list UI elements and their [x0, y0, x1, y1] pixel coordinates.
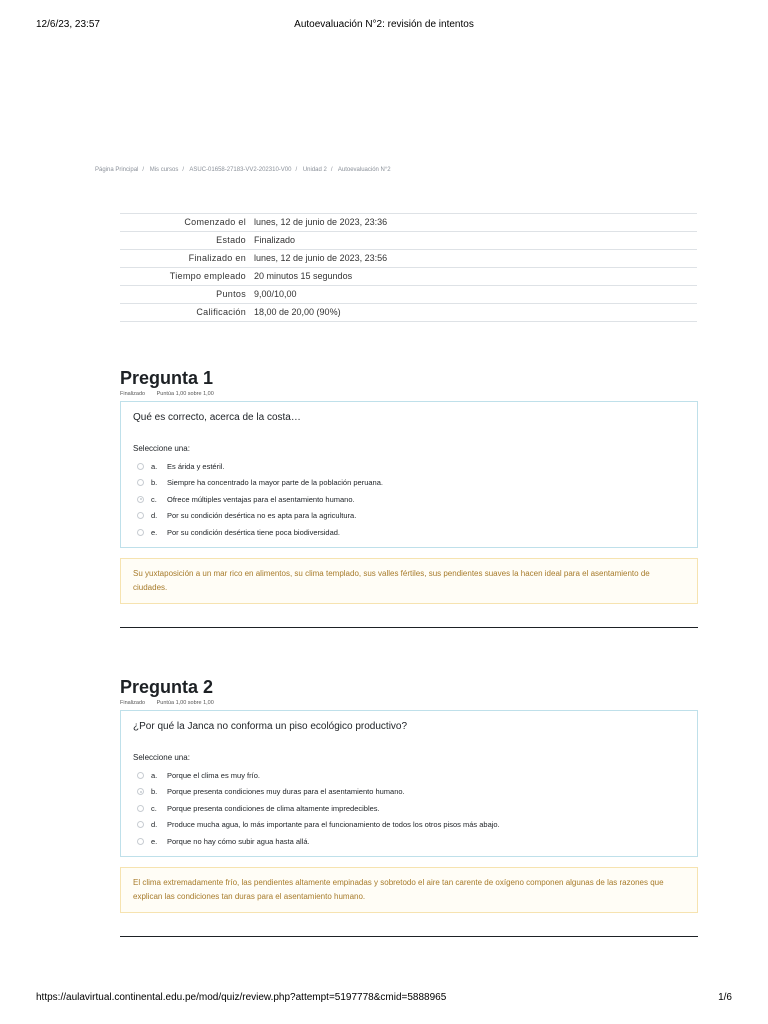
summary-value: 20 minutos 15 segundos	[250, 268, 697, 286]
breadcrumb-separator: /	[330, 167, 333, 173]
option-text: Porque presenta condiciones muy duras para el asentamiento humano.	[167, 787, 405, 797]
option-text: Porque no hay cómo subir agua hasta allá.	[167, 836, 310, 846]
summary-row	[120, 232, 697, 250]
option-letter: b.	[151, 478, 158, 488]
breadcrumb-separator: /	[142, 167, 145, 173]
option-text: Por su condición desértica tiene poca biodiversidad.	[167, 527, 341, 537]
radio-button[interactable]	[137, 772, 144, 779]
question-divider	[120, 627, 698, 628]
print-footer	[36, 992, 732, 1006]
radio-button[interactable]	[137, 529, 144, 536]
option-text: Por su condición desértica no es apta para la agricultura.	[167, 511, 357, 521]
answer-prompt: Seleccione una:	[133, 753, 190, 762]
summary-value: 18,00 de 20,00 (90%)	[250, 304, 697, 322]
breadcrumb	[95, 167, 391, 173]
answer-option-selected[interactable]	[133, 784, 685, 801]
question-1	[120, 367, 698, 628]
answer-option[interactable]	[133, 767, 685, 784]
print-title: Autoevaluación N°2: revisión de intentos	[294, 19, 474, 30]
answer-option[interactable]	[133, 524, 685, 541]
option-letter: c.	[151, 494, 157, 504]
question-divider	[120, 936, 698, 937]
answer-option[interactable]	[133, 833, 685, 850]
general-feedback: El clima extremadamente frío, las pendientes altamente empinadas y sobretodo el aire tan carente de oxígeno componen algunas de las razones que explican las condiciones tan duras para el asentamiento humano.	[120, 867, 698, 913]
breadcrumb-my-courses[interactable]: Mis cursos	[149, 167, 179, 173]
question-status: Finalizado	[120, 700, 146, 706]
answer-option[interactable]	[133, 817, 685, 834]
breadcrumb-course[interactable]: ASUC-01658-27183-VV2-202310-V00	[189, 167, 292, 173]
question-grade: Puntúa 1,00 sobre 1,00	[156, 700, 214, 706]
summary-row	[120, 250, 697, 268]
breadcrumb-quiz[interactable]: Autoevaluación N°2	[337, 167, 391, 173]
summary-key: Calificación	[120, 304, 250, 322]
question-meta	[120, 700, 698, 708]
print-date: 12/6/23, 23:57	[36, 19, 100, 30]
attempt-summary-table	[120, 213, 697, 322]
breadcrumb-separator: /	[182, 167, 185, 173]
general-feedback: Su yuxtaposición a un mar rico en alimentos, su clima templado, sus valles fértiles, sus pendientes suaves la hacen ideal para el asentamiento de ciudades.	[120, 558, 698, 604]
option-text: Ofrece múltiples ventajas para el asentamiento humano.	[167, 494, 355, 504]
summary-row	[120, 268, 697, 286]
summary-row	[120, 286, 697, 304]
question-status: Finalizado	[120, 391, 146, 397]
option-text: Produce mucha agua, lo más importante para el funcionamiento de todos los otros pisos más abajo.	[167, 820, 500, 830]
breadcrumb-separator: /	[295, 167, 298, 173]
option-letter: d.	[151, 511, 158, 521]
answer-option[interactable]	[133, 475, 685, 492]
summary-key: Comenzado el	[120, 214, 250, 232]
option-letter: e.	[151, 527, 158, 537]
radio-button[interactable]	[137, 821, 144, 828]
radio-button[interactable]	[137, 463, 144, 470]
summary-value: 9,00/10,00	[250, 286, 697, 304]
breadcrumb-home[interactable]: Página Principal	[95, 167, 139, 173]
summary-value: lunes, 12 de junio de 2023, 23:36	[250, 214, 697, 232]
summary-key: Estado	[120, 232, 250, 250]
radio-button[interactable]	[137, 805, 144, 812]
summary-value: Finalizado	[250, 232, 697, 250]
option-letter: a.	[151, 461, 158, 471]
question-title: Pregunta 1	[120, 368, 214, 388]
option-letter: e.	[151, 836, 158, 846]
option-text: Siempre ha concentrado la mayor parte de la población peruana.	[167, 478, 383, 488]
summary-key: Puntos	[120, 286, 250, 304]
option-letter: a.	[151, 770, 158, 780]
answer-option[interactable]	[133, 508, 685, 525]
summary-row	[120, 304, 697, 322]
question-text: ¿Por qué la Janca no conforma un piso ecológico productivo?	[133, 721, 408, 732]
option-text: Porque el clima es muy frío.	[167, 770, 260, 780]
breadcrumb-unit[interactable]: Unidad 2	[302, 167, 327, 173]
question-text: Qué es correcto, acerca de la costa…	[133, 412, 301, 423]
answer-option[interactable]	[133, 800, 685, 817]
question-content	[120, 401, 698, 548]
radio-button-checked[interactable]	[137, 496, 144, 503]
option-text: Porque presenta condiciones de clima altamente impredecibles.	[167, 803, 380, 813]
option-letter: c.	[151, 803, 157, 813]
question-title: Pregunta 2	[120, 677, 214, 697]
answer-option-selected[interactable]	[133, 491, 685, 508]
radio-button[interactable]	[137, 479, 144, 486]
option-letter: b.	[151, 787, 158, 797]
question-content	[120, 710, 698, 857]
summary-key: Tiempo empleado	[120, 268, 250, 286]
summary-row	[120, 214, 697, 232]
print-url: https://aulavirtual.continental.edu.pe/mod/quiz/review.php?attempt=5197778&cmid=5888965	[36, 992, 447, 1003]
print-header	[36, 19, 732, 33]
question-2	[120, 676, 698, 937]
summary-value: lunes, 12 de junio de 2023, 23:56	[250, 250, 697, 268]
print-page-number: 1/6	[718, 992, 732, 1003]
radio-button-checked[interactable]	[137, 788, 144, 795]
radio-button[interactable]	[137, 838, 144, 845]
radio-button[interactable]	[137, 512, 144, 519]
option-letter: d.	[151, 820, 158, 830]
answer-prompt: Seleccione una:	[133, 444, 190, 453]
summary-key: Finalizado en	[120, 250, 250, 268]
question-meta	[120, 391, 698, 399]
answer-option[interactable]	[133, 458, 685, 475]
option-text: Es árida y estéril.	[167, 461, 225, 471]
question-grade: Puntúa 1,00 sobre 1,00	[156, 391, 214, 397]
